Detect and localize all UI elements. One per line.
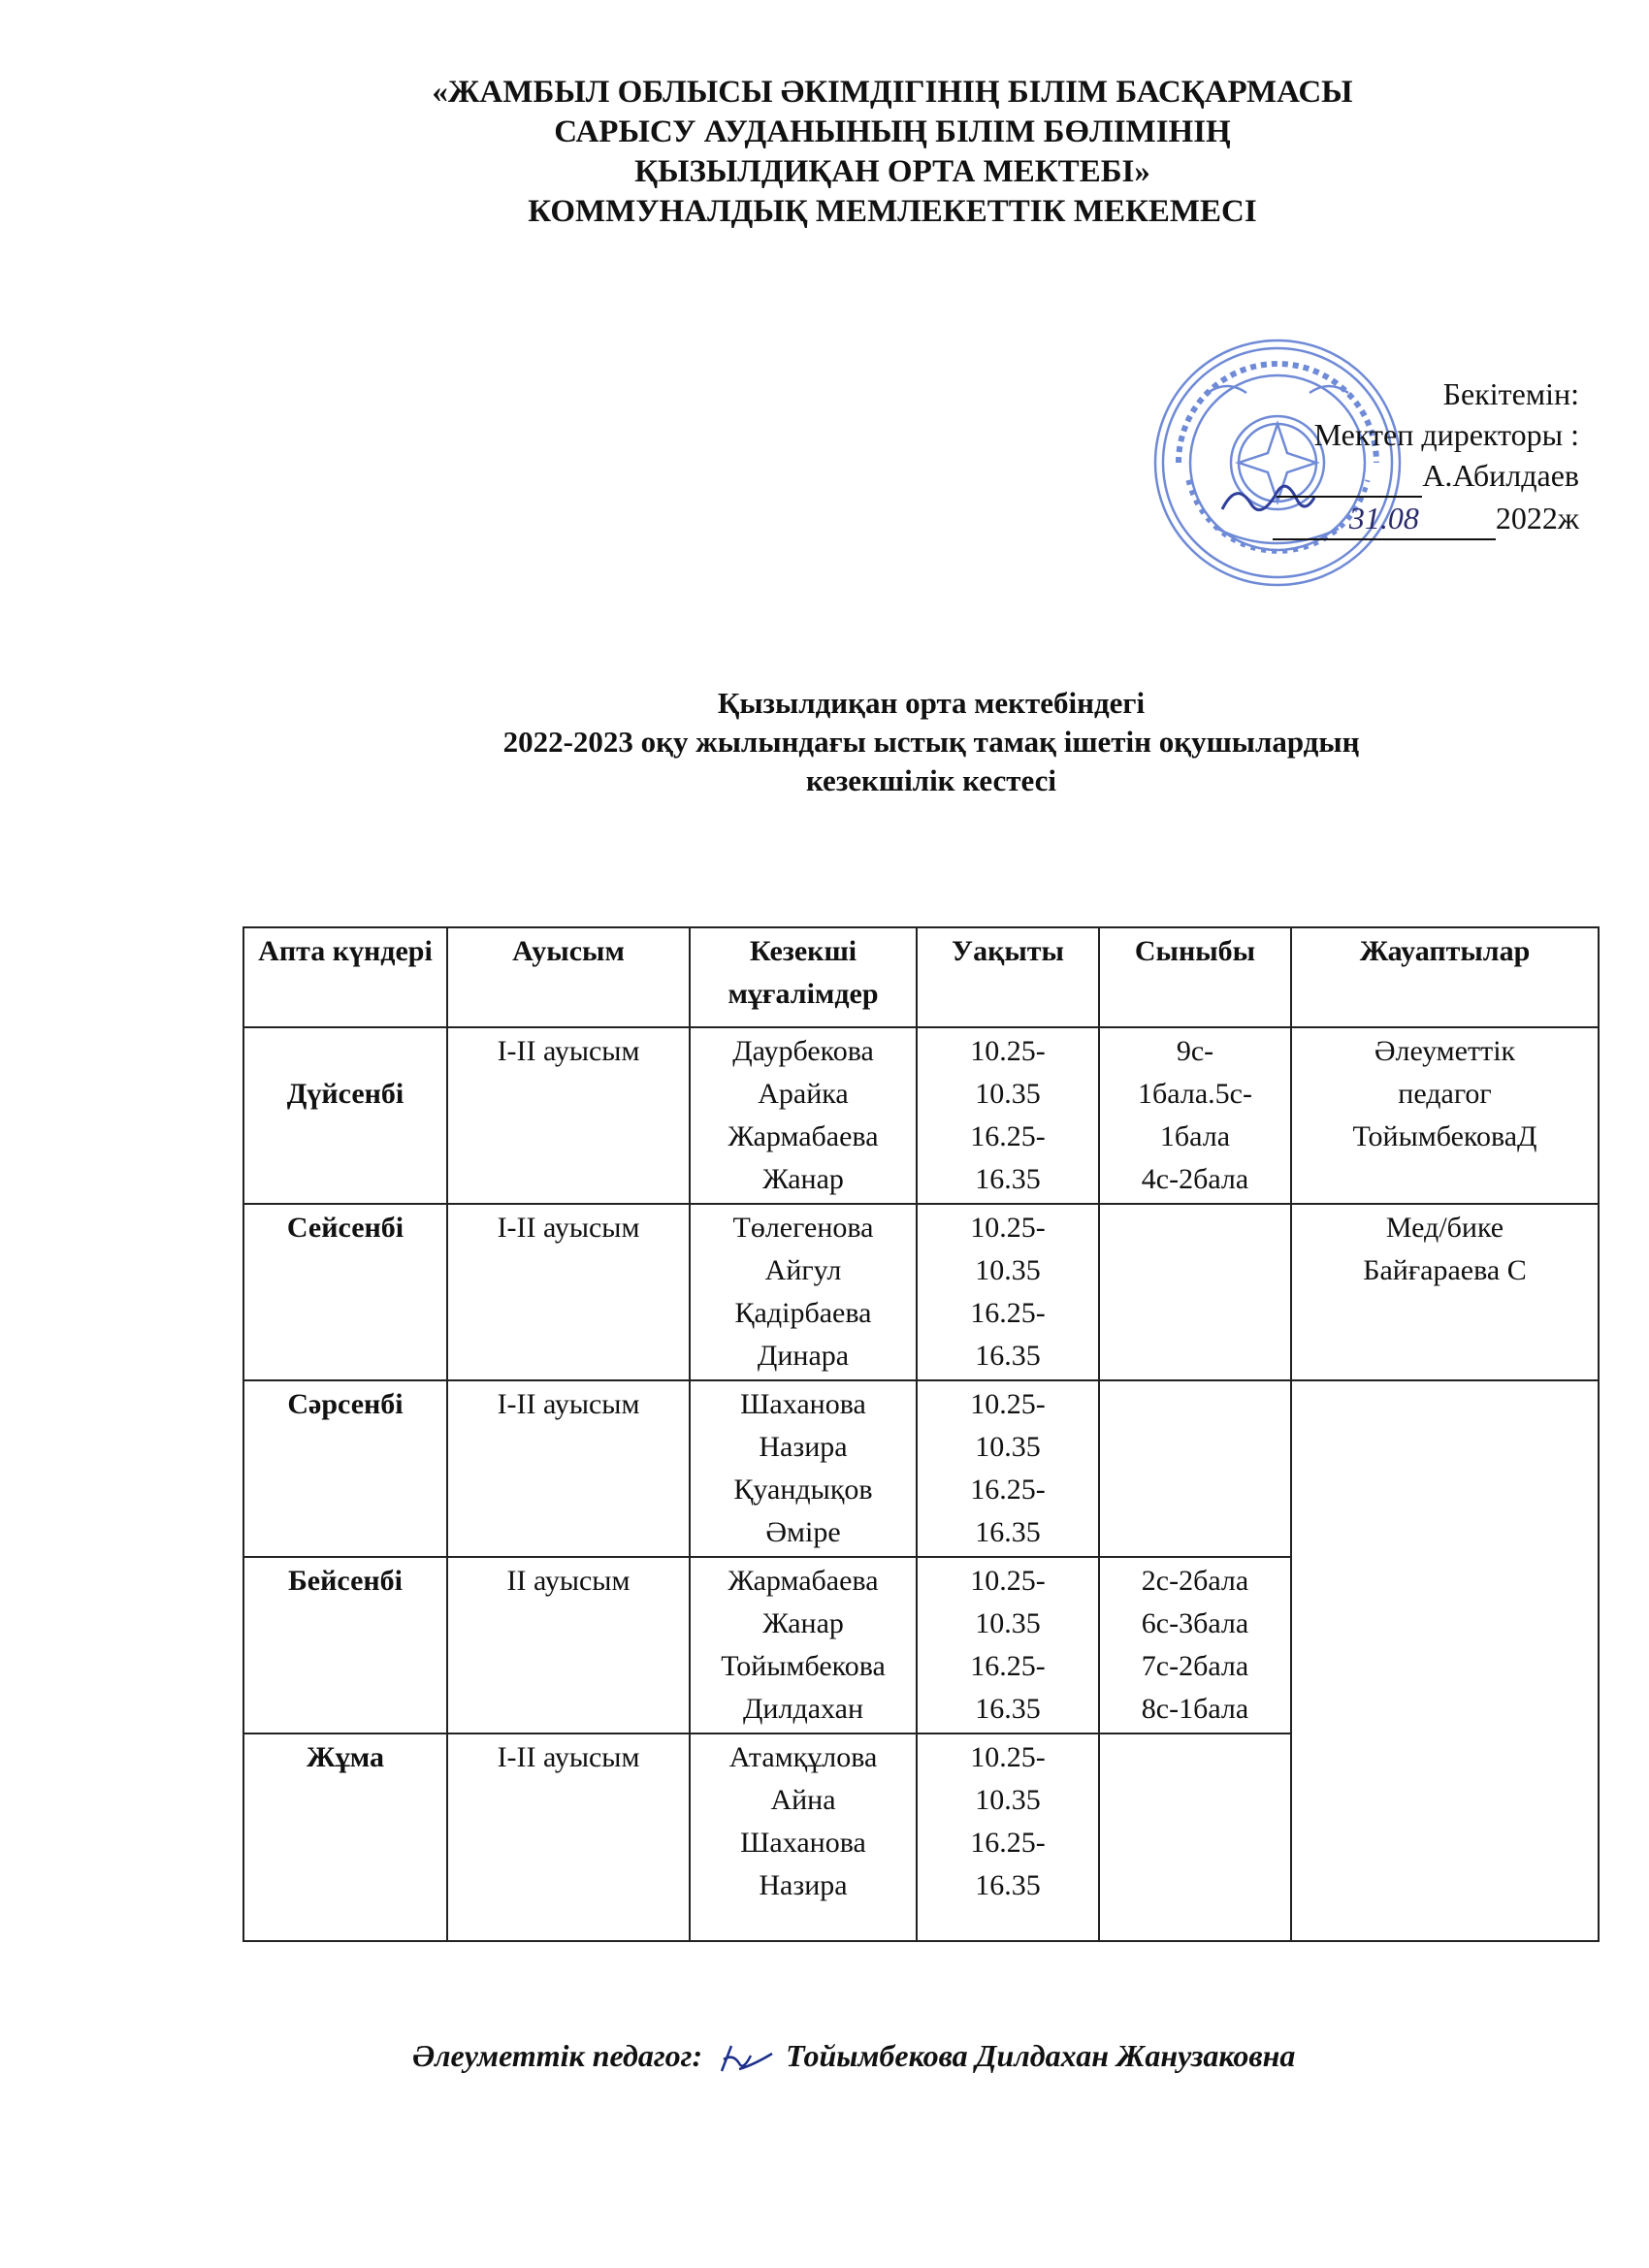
responsible-line: Байғараева С [1363,1254,1527,1286]
day-cell: Сәрсенбі [243,1380,447,1557]
teachers-cell [690,1027,917,1204]
time-line: 10.25- [970,1212,1046,1244]
responsible-line: Мед/бике [1385,1212,1504,1244]
time-cell [917,1557,1099,1733]
title-line-2: 2022-2023 оқу жылындағы ыстық тамақ ішетін оқушылардың [502,725,1360,759]
time-line: 16.25- [970,1474,1046,1506]
column-header-class: Сыныбы [1099,927,1291,1027]
time-line: 16.25- [970,1827,1046,1859]
table-row [243,1027,1599,1204]
teacher-line: Төлегенова [732,1212,874,1244]
time-line: 16.35 [975,1516,1041,1548]
responsible-cell [1291,1204,1599,1380]
header-line-1: «ЖАМБЫЛ ОБЛЫСЫ ӘКІМДІГІНІҢ БІЛІМ БАСҚАРМАСЫ [432,75,1353,110]
teachers-cell [690,1380,917,1557]
teacher-line: Арайка [758,1078,849,1110]
teacher-line: Айгул [764,1254,842,1286]
approval-year: 2022ж [1495,501,1579,535]
teacher-line: Жанар [762,1607,844,1639]
class-cell [1099,1380,1291,1557]
teacher-line: Атамқұлова [728,1741,878,1773]
duty-schedule-table [242,926,1600,1942]
teachers-cell [690,1204,917,1380]
teacher-line: Назира [759,1431,848,1463]
table-row [243,1204,1599,1380]
class-cell [1099,1204,1291,1380]
teacher-line: Шаханова [740,1827,866,1859]
title-line-3: кезекшілік кестесі [805,763,1057,797]
teacher-line: Даурбекова [732,1035,874,1067]
time-line: 10.35 [975,1254,1041,1286]
shift-cell: I-II ауысым [447,1204,690,1380]
footer-name: Тойымбекова Дилдахан Жанузаковна [786,2038,1296,2073]
director-name: А.Абилдаев [1422,458,1579,493]
time-line: 10.35 [975,1784,1041,1816]
header-line-4: КОММУНАЛДЫҚ МЕМЛЕКЕТТІК МЕКЕМЕСІ [528,194,1257,229]
time-line: 10.25- [970,1388,1046,1420]
header-line-3: ҚЫЗЫЛДИҚАН ОРТА МЕКТЕБІ» [634,154,1150,189]
time-line: 10.25- [970,1741,1046,1773]
time-line: 10.35 [975,1078,1041,1110]
class-line: 9с- [1176,1035,1214,1067]
approval-label: Бекітемін: [1442,376,1579,411]
director-signature-line [1172,455,1579,498]
teacher-line: Динара [757,1340,850,1372]
table-header-row [243,927,1599,1027]
class-cell [1099,1733,1291,1941]
handwritten-signature [710,2040,778,2079]
teacher-line: Назира [759,1869,848,1901]
document-title [349,684,1513,800]
teacher-line: Шаханова [740,1388,866,1420]
title-line-1: Қызылдиқан орта мектебіндегі [717,686,1146,720]
time-cell [917,1204,1099,1380]
class-line: 8с-1бала [1141,1693,1249,1725]
teacher-line: Жанар [762,1163,844,1195]
teacher-line: Айна [770,1784,836,1816]
responsible-line: педагог [1398,1078,1492,1110]
time-line: 10.25- [970,1035,1046,1067]
shift-cell: I-II ауысым [447,1733,690,1941]
time-line: 16.35 [975,1869,1041,1901]
teacher-line: Тойымбекова [721,1650,886,1682]
teachers-cell [690,1733,917,1941]
teacher-line: Дилдахан [742,1693,864,1725]
class-line: 1бала [1159,1120,1231,1152]
teacher-line: Жармабаева [728,1565,879,1597]
column-header-shift: Ауысым [447,927,690,1027]
approval-date-line [1172,498,1579,540]
class-line: 6с-3бала [1141,1607,1249,1639]
day-cell: Жұма [243,1733,447,1941]
shift-cell: I-II ауысым [447,1380,690,1557]
table-row [243,1380,1599,1557]
time-line: 16.25- [970,1650,1046,1682]
time-line: 10.35 [975,1607,1041,1639]
handwritten-date: 31.08 [1273,498,1496,540]
time-cell [917,1380,1099,1557]
class-line: 4с-2бала [1141,1163,1249,1195]
time-line: 10.35 [975,1431,1041,1463]
class-cell [1099,1027,1291,1204]
shift-cell: I-II ауысым [447,1027,690,1204]
time-cell [917,1733,1099,1941]
approval-block [1172,373,1579,540]
responsible-line: Әлеуметтік [1374,1035,1516,1067]
class-cell [1099,1557,1291,1733]
day-cell: Бейсенбі [243,1557,447,1733]
time-line: 16.35 [975,1340,1041,1372]
day-cell: Дүйсенбі [243,1027,447,1204]
time-cell [917,1027,1099,1204]
responsible-cell-merged [1291,1380,1599,1941]
document-header [291,73,1494,232]
teachers-cell [690,1557,917,1733]
header-line-2: САРЫСУ АУДАНЫНЫҢ БІЛІМ БӨЛІМІНІҢ [554,114,1231,149]
class-line: 1бала.5с- [1138,1078,1252,1110]
footer-label: Әлеуметтік педагог: [412,2038,703,2073]
column-header-responsible: Жауаптылар [1291,927,1599,1027]
time-line: 16.25- [970,1120,1046,1152]
teacher-line: Әміре [765,1516,841,1548]
time-line: 16.25- [970,1297,1046,1329]
responsible-line: ТойымбековаД [1352,1120,1537,1152]
column-header-time: Уақыты [917,927,1099,1027]
responsible-cell [1291,1027,1599,1204]
teacher-line: Қадірбаева [734,1297,872,1329]
class-line: 7с-2бала [1141,1650,1249,1682]
director-position: Мектеп директоры : [1313,417,1579,452]
time-line: 16.35 [975,1163,1041,1195]
day-cell: Сейсенбі [243,1204,447,1380]
column-header-teachers: Кезекші мұғалімдер [690,927,917,1027]
time-line: 16.35 [975,1693,1041,1725]
shift-cell: II ауысым [447,1557,690,1733]
signature-footer [412,2035,1576,2079]
column-header-day: Апта күндері [243,927,447,1027]
class-line: 2с-2бала [1141,1565,1249,1597]
teacher-line: Жармабаева [728,1120,879,1152]
time-line: 10.25- [970,1565,1046,1597]
teacher-line: Қуандықов [733,1474,873,1506]
